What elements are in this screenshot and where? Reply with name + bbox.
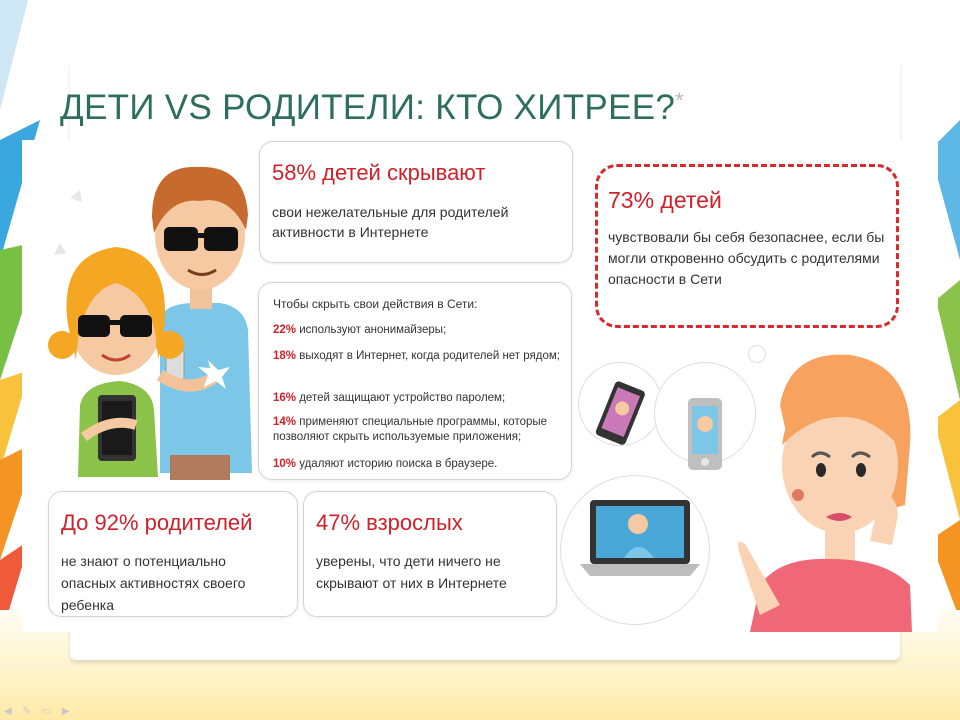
stat-headline: 73% детей xyxy=(608,187,722,213)
hide-methods-box xyxy=(258,282,572,480)
hide-methods-heading: Чтобы скрыть свои действия в Сети: xyxy=(273,297,478,311)
stat-text: чувствовали бы себя безопаснее, если бы могли откровенно обсудить с родителями опасности в Сети xyxy=(608,229,885,287)
list-item-pct: 22% xyxy=(273,324,297,336)
stat-text: свои нежелательные для родителей активности в Интернете xyxy=(272,204,509,240)
list-item-pct: 18% xyxy=(273,350,297,362)
stat-headline: До 92% родителей xyxy=(61,510,253,535)
list-item-text: удаляют историю поиска в браузере. xyxy=(296,458,498,470)
stat-text: уверены, что дети ничего не скрывают от них в Интернете xyxy=(316,553,507,591)
title-text: ДЕТИ VS РОДИТЕЛИ: КТО ХИТРЕЕ? xyxy=(60,88,676,127)
list-item-text: выходят в Интернет, когда родителей нет рядом; xyxy=(296,350,560,362)
stat-text: не знают о потенциально опасных активностях своего ребенка xyxy=(61,553,246,613)
list-item xyxy=(273,457,563,472)
devices-illustration xyxy=(560,380,740,600)
list-item-pct: 14% xyxy=(273,416,297,428)
stat-headline: 47% взрослых xyxy=(316,510,463,535)
mother-illustration xyxy=(720,345,920,632)
list-item xyxy=(273,323,563,338)
stat-box-parents-unaware xyxy=(48,491,298,617)
stat-box-kids-hide xyxy=(259,141,573,263)
list-item-text: детей защищают устройство паролем; xyxy=(296,392,506,404)
list-item-text: применяют специальные программы, которые позволяют скрыть используемые приложения; xyxy=(273,416,548,443)
list-item xyxy=(273,349,563,364)
stat-headline: 58% детей скрывают xyxy=(272,160,486,185)
slide-controls: ◀ ✎ ▭ ▶ xyxy=(4,706,74,717)
stat-box-kids-safer xyxy=(595,164,899,328)
list-item-text: используют анонимайзеры; xyxy=(296,324,447,336)
list-item-pct: 16% xyxy=(273,392,297,404)
title-mark: * xyxy=(675,88,685,113)
list-item-pct: 10% xyxy=(273,458,297,470)
page-title xyxy=(60,88,684,128)
list-item xyxy=(273,391,563,406)
stat-box-adults-sure xyxy=(303,491,557,617)
kids-illustration xyxy=(40,155,255,485)
list-item xyxy=(273,415,563,445)
